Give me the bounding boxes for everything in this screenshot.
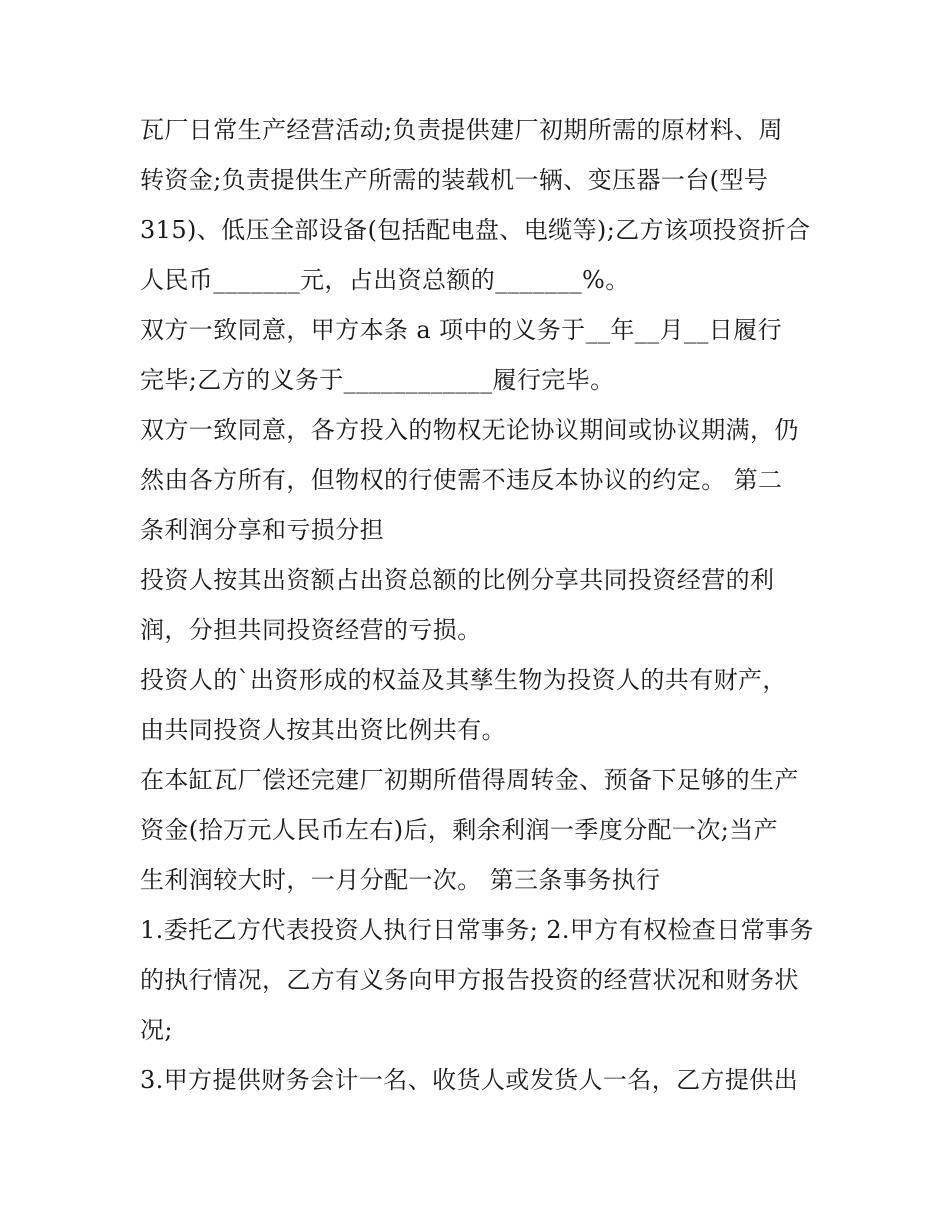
list-item-line: 1.委托乙方代表投资人执行日常事务; 2.甲方有权检查日常事务: [140, 916, 814, 944]
text-line: 生利润较大时，一月分配一次。 第三条事务执行: [140, 866, 661, 894]
text-line: 的执行情况，乙方有义务向甲方报告投资的经营状况和财务状: [140, 966, 799, 994]
text-line: 双方一致同意，甲方本条 a 项中的义务于__年__月__日履行: [140, 316, 782, 344]
text-line: 在本缸瓦厂偿还完建厂初期所借得周转金、预备下足够的生产: [140, 766, 799, 794]
text-line: 投资人按其出资额占出资总额的比例分享共同投资经营的利: [140, 566, 775, 594]
text-line: 资金(拾万元人民币左右)后，剩余利润一季度分配一次;当产: [140, 816, 779, 844]
text-line: 况;: [140, 1016, 173, 1044]
text-line: 然由各方所有，但物权的行使需不违反本协议的约定。 第二: [140, 466, 783, 494]
text-line: 投资人的`出资形成的权益及其孳生物为投资人的共有财产，: [140, 666, 787, 694]
list-item-line: 3.甲方提供财务会计一名、收货人或发货人一名，乙方提供出: [140, 1066, 799, 1094]
contract-text-body: [140, 108, 830, 1108]
text-line: 润，分担共同投资经营的亏损。: [140, 616, 482, 644]
text-line: 人民币_______元，占出资总额的_______%。: [140, 266, 630, 294]
text-line: 完毕;乙方的义务于____________履行完毕。: [140, 366, 615, 394]
text-line: 瓦厂日常生产经营活动;负责提供建厂初期所需的原材料、周: [140, 116, 783, 144]
text-line: 315)、低压全部设备(包括配电盘、电缆等);乙方该项投资折合: [140, 216, 811, 244]
text-line: 转资金;负责提供生产所需的装载机一辆、变压器一台(型号: [140, 166, 769, 194]
section-heading-line: 条利润分享和亏损分担: [140, 516, 384, 544]
text-line: 由共同投资人按其出资比例共有。: [140, 716, 506, 744]
text-line: 双方一致同意，各方投入的物权无论协议期间或协议期满，仍: [140, 416, 799, 444]
